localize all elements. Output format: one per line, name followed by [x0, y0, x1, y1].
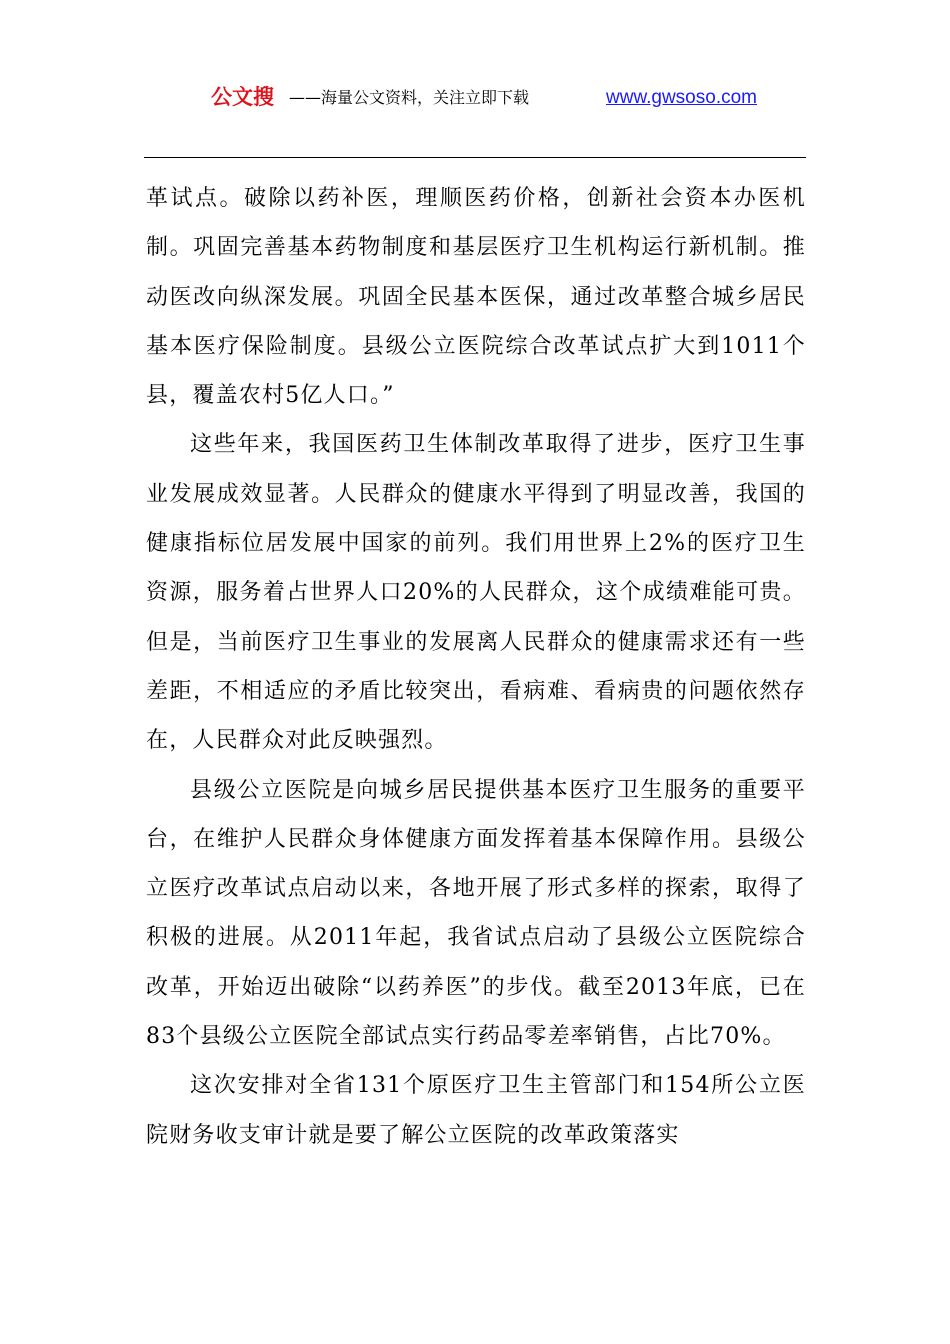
brand-logo-text: 公文搜: [211, 85, 274, 109]
page-header: [0, 82, 950, 114]
header-divider: [144, 157, 806, 158]
paragraph-county-hospitals: 县级公立医院是向城乡居民提供基本医疗卫生服务的重要平台，在维护人民群众身体健康方面发挥着基本保障作用。县级公立医疗改革试点启动以来，各地开展了形式多样的探索，取得了积极的进展。从2011年起，我省试点启动了县级公立医院综合改革，开始迈出破除“以药养医”的步伐。截至2013年底，已在83个县级公立医院全部试点实行药品零差率销售，占比70%。: [146, 777, 806, 1050]
paragraph-continuation: 革试点。破除以药补医，理顺医药价格，创新社会资本办医机制。巩固完善基本药物制度和基层医疗卫生机构运行新机制。推动医改向纵深发展。巩固全民基本医保，通过改革整合城乡居民基本医疗保险制度。县级公立医院综合改革试点扩大到1011个县，覆盖农村5亿人口。”: [146, 186, 806, 409]
paragraph-audit: 这次安排对全省131个原医疗卫生主管部门和154所公立医院财务收支审计就是要了解公立医院的改革政策落实: [146, 1073, 806, 1148]
paragraph-reform-progress: 这些年来，我国医药卫生体制改革取得了进步，医疗卫生事业发展成效显著。人民群众的健康水平得到了明显改善，我国的健康指标位居发展中国家的前列。我们用世界上2%的医疗卫生资源，服务着占世界人口20%的人民群众，这个成绩难能可贵。但是，当前医疗卫生事业的发展离人民群众的健康需求还有一些差距，不相适应的矛盾比较突出，看病难、看病贵的问题依然存在，人民群众对此反映强烈。: [146, 432, 806, 754]
header-slogan: ——海量公文资料，关注立即下载: [289, 88, 530, 107]
document-body: [146, 174, 806, 1160]
website-link[interactable]: www.gwsoso.com: [606, 87, 757, 108]
